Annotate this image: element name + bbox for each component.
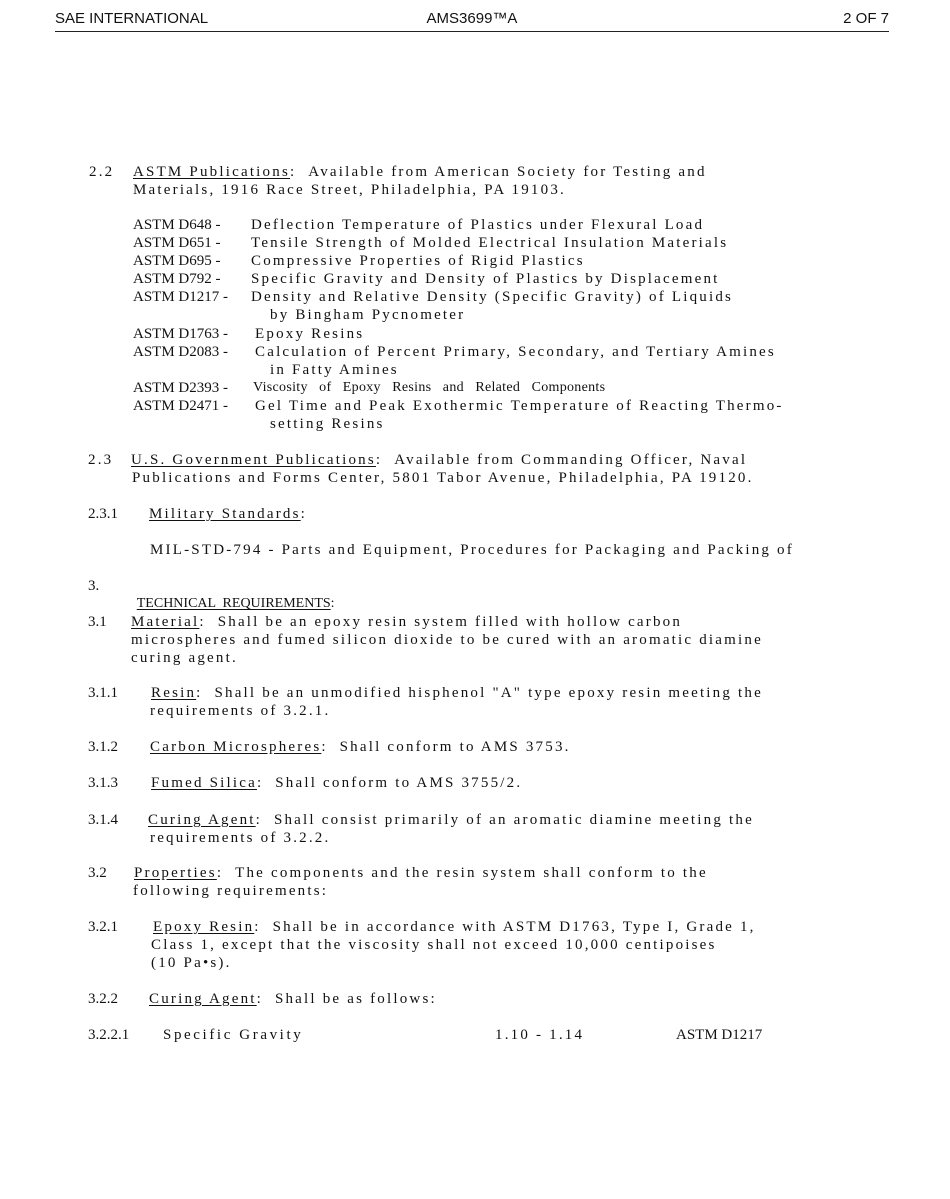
section-3-1-1-text: Shall be an unmodified hisphenol "A" type epoxy resin meeting the <box>214 685 763 701</box>
section-2-3-title: U.S. Government Publications <box>131 452 376 468</box>
colon: : <box>330 596 335 611</box>
section-3-1-4-title: Curing Agent <box>148 812 256 828</box>
section-2-3-1-heading <box>149 505 307 523</box>
astm-code: ASTM D695 - <box>133 253 221 269</box>
astm-desc-cont: by Bingham Pycnometer <box>270 307 466 323</box>
astm-desc-cont: in Fatty Amines <box>270 362 399 378</box>
section-2-3-text: Available from Commanding Officer, Naval <box>394 452 748 468</box>
astm-item <box>133 252 221 270</box>
section-3-1-3-num: 3.1.3 <box>88 775 118 791</box>
section-2-3-heading <box>131 451 747 469</box>
section-3-1-4-heading <box>148 811 754 829</box>
astm-item <box>133 216 221 234</box>
section-3-1-1-text-2: requirements of 3.2.1. <box>150 703 331 719</box>
section-3-1-3-title: Fumed Silica <box>151 775 257 791</box>
astm-code: ASTM D2393 - <box>133 380 229 396</box>
astm-item <box>133 379 228 397</box>
section-3-2-2-1-num: 3.2.2.1 <box>88 1027 130 1043</box>
astm-item <box>133 288 228 306</box>
astm-item <box>133 270 221 288</box>
section-3-2-1-num: 3.2.1 <box>88 919 118 935</box>
colon: : <box>300 506 308 522</box>
colon: : <box>290 164 297 180</box>
section-3-1-num: 3.1 <box>88 614 107 630</box>
colon: : <box>375 452 383 468</box>
astm-code: ASTM D1217 - <box>133 289 229 305</box>
section-3-1-4-text-2: requirements of 3.2.2. <box>150 830 331 846</box>
colon: : <box>321 739 328 755</box>
astm-desc: Density and Relative Density (Specific Gravity) of Liquids <box>251 289 734 305</box>
colon: : <box>255 812 263 828</box>
astm-desc: Deflection Temperature of Plastics under Flexural Load <box>251 217 705 233</box>
section-3-1-1-num: 3.1.1 <box>88 685 118 701</box>
property-range: 1.10 - 1.14 <box>495 1027 585 1043</box>
section-3-1-2-text: Shall conform to AMS 3753. <box>339 739 571 755</box>
section-2-3-1-num: 2.3.1 <box>88 506 118 522</box>
astm-desc: Epoxy Resins <box>255 326 365 342</box>
section-3-2-2-text: Shall be as follows: <box>274 991 437 1007</box>
section-3-2-2-title: Curing Agent <box>149 991 257 1007</box>
page-header <box>55 10 889 32</box>
section-2-2-heading <box>133 163 707 181</box>
section-3-2-heading <box>134 864 708 882</box>
section-3-2-text: The components and the resin system shall conform to the <box>235 865 708 881</box>
section-3-2-1-text: Shall be in accordance with ASTM D1763, Type I, Grade 1, <box>272 919 756 935</box>
section-3-2-1-text-3: (10 Pa•s). <box>151 955 232 971</box>
section-2-2-title: ASTM Publications <box>133 164 290 180</box>
section-3-1-1-heading <box>151 684 763 702</box>
section-3-1-2-title: Carbon Microspheres <box>150 739 322 755</box>
section-3-1-3-heading <box>151 774 522 792</box>
astm-desc: Compressive Properties of Rigid Plastics <box>251 253 585 269</box>
section-3-1-text-3: curing agent. <box>131 650 238 666</box>
astm-desc: Viscosity of Epoxy Resins and Related Components <box>253 380 606 395</box>
section-2-3-1-title: Military Standards <box>149 506 301 522</box>
colon: : <box>256 991 264 1007</box>
astm-desc: Calculation of Percent Primary, Secondary, and Tertiary Amines <box>255 344 776 360</box>
section-2-3-text-2: Publications and Forms Center, 5801 Tabor Avenue, Philadelphia, PA 19120. <box>132 470 754 486</box>
section-3-1-title: Material <box>131 614 200 630</box>
section-3-1-text-2: microspheres and fumed silicon dioxide to be cured with an aromatic diamine <box>131 632 763 648</box>
section-3-2-2-num: 3.2.2 <box>88 991 118 1007</box>
section-2-2-num: 2.2 <box>89 164 115 180</box>
astm-code: ASTM D651 - <box>133 235 221 251</box>
astm-item <box>133 234 221 252</box>
section-3-num: 3. <box>88 578 100 594</box>
section-3-1-2-num: 3.1.2 <box>88 739 118 755</box>
section-3-1-4-num: 3.1.4 <box>88 812 118 828</box>
section-3-1-3-text: Shall conform to AMS 3755/2. <box>275 775 523 791</box>
colon: : <box>196 685 203 701</box>
section-3-2-1-heading <box>153 918 756 936</box>
property-method: ASTM D1217 <box>676 1027 763 1043</box>
section-2-2-text: Available from American Society for Testing and <box>308 164 707 180</box>
colon: : <box>199 614 206 630</box>
header-doc-number: AMS3699™A <box>426 10 518 27</box>
astm-desc: Tensile Strength of Molded Electrical Insulation Materials <box>251 235 729 251</box>
section-3-title: TECHNICAL REQUIREMENTS <box>136 596 331 611</box>
astm-item <box>133 325 228 343</box>
header-org: SAE INTERNATIONAL <box>55 10 209 27</box>
section-3-1-text: Shall be an epoxy resin system filled with hollow carbon <box>217 614 683 630</box>
section-3-1-4-text: Shall consist primarily of an aromatic diamine meeting the <box>273 812 754 828</box>
astm-desc: Specific Gravity and Density of Plastics by Displacement <box>251 271 720 287</box>
astm-code: ASTM D2083 - <box>133 344 229 360</box>
section-3-1-heading <box>131 613 682 631</box>
property-name: Specific Gravity <box>163 1027 304 1043</box>
header-page-number: 2 OF 7 <box>843 10 889 27</box>
section-3-1-2-heading <box>150 738 571 756</box>
astm-item <box>133 343 228 361</box>
colon: : <box>254 919 261 935</box>
colon: : <box>216 865 224 881</box>
mil-std-item: MIL-STD-794 - Parts and Equipment, Procedures for Packaging and Packing of <box>150 542 794 558</box>
section-2-3-num: 2.3 <box>88 452 114 468</box>
astm-code: ASTM D1763 - <box>133 326 229 342</box>
section-3-1-1-title: Resin <box>151 685 197 701</box>
astm-code: ASTM D792 - <box>133 271 221 287</box>
section-2-2-text-2: Materials, 1916 Race Street, Philadelphia, PA 19103. <box>133 182 566 198</box>
section-3-2-title: Properties <box>134 865 217 881</box>
astm-code: ASTM D2471 - <box>133 398 229 414</box>
section-3-2-1-title: Epoxy Resin <box>153 919 255 935</box>
section-3-2-text-2: following requirements: <box>133 883 329 899</box>
astm-desc: Gel Time and Peak Exothermic Temperature of Reacting Thermo- <box>255 398 784 414</box>
colon: : <box>256 775 264 791</box>
astm-item <box>133 397 228 415</box>
section-3-2-1-text-2: Class 1, except that the viscosity shall not exceed 10,000 centipoises <box>151 937 717 953</box>
section-3-2-num: 3.2 <box>88 865 107 881</box>
astm-desc-cont: setting Resins <box>270 416 385 432</box>
astm-code: ASTM D648 - <box>133 217 221 233</box>
section-3-2-2-heading <box>149 990 437 1008</box>
